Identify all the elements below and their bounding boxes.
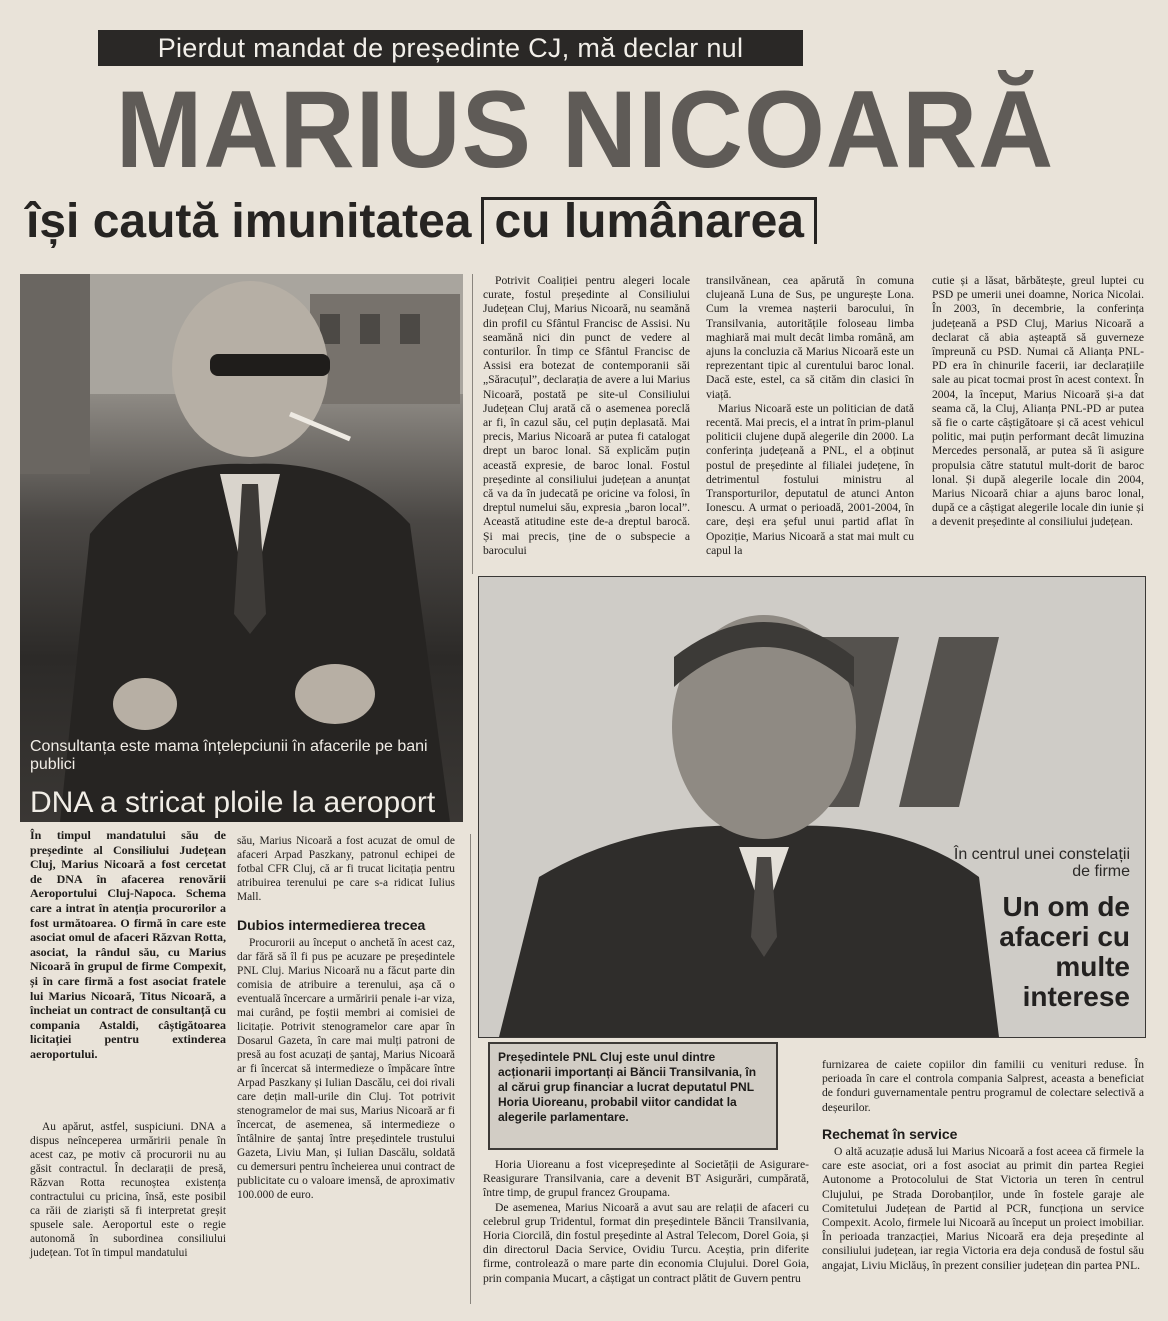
bottom-column-b	[822, 1058, 1144, 1273]
bottom-column-b-p2: O altă acuzație adusă lui Marius Nicoară a fost aceea că firmele la care este asociat, ori a fost asociat au primit din partea Regiei Autonome a Protocolului de Stat Victoria un teren în centrul Clujului, pe Strada Dorobanților, unde în fostele garaje ale Comitetului Județean de Partid al PCR, funcționa un service Compexit. Acolo, firmele lui Nicoară au început un proiect imobiliar. În perioada tranzacției, Marius Nicoară era deja președinte al consiliului județean, iar regia Victoria era deja condusă de fostul său angajat, Liviu Miclăuș, în prezent consilier județean din partea PNL.	[822, 1145, 1144, 1272]
photo-caption: Președintele PNL Cluj este unul dintre acționarii importanți ai Băncii Transilvania, în al cărui grup financiar a lucrat deputatul PNL Horia Uioreanu, probabil viitor candidat la alegerile parlamentare.	[488, 1042, 778, 1150]
left-story-lead: În timpul mandatului său de președinte al Consiliului Județean Cluj, Marius Nicoară a fost cercetat de DNA în afacerea renovării Aeroportului Cluj-Napoca. Schema care a intrat în atenția procurorilor a fost următoarea. O firmă în care este asociat omul de afaceri Răzvan Rotta, asociat, la rândul său, cu Marius Nicoară în grupul de firme Compexit, și în care firmă a fost asociat fratele lui Marius Nicoară, Titus Nicoară, a încheiat un contract de consultanță cu compania Astaldi, câștigătoarea licitației pentru extinderea aeroportului.	[30, 828, 226, 1061]
left-story-body3: Procurorii au început o anchetă în acest caz, dar fără să îl fi pus pe acuzare pe președintele PNL Cluj. Marius Nicoară nu a făcut parte din comisia de atribuire a terenului, așa că o eventuală încercare a urmăririi penale i-ar viza, mai curând, pe foștii membri ai comisiei de licitație. Potrivit stenogramelor care apar în Dosarul Gazeta, în care mai mulți patroni de presă au fost acuzați de șantaj, Marius Nicoară ar fi încercat să intermedieze o împăcare între Arpad Paszkany și Iulian Dascălu, cei doi rivali care dețin mall-urile din Cluj. Tot potrivit stenogramelor de mai sus, Marius Nicoară ar fi încercat, de asemenea, să intermedieze o întâlnire de șantaj între președintele trustului Gazeta, Liviu Man, și Iulian Dascălu, soldată cu demersuri pentru încheierea unui contract de publicitate cu o valoare imensă, de aproximativ 100.000 de euro.	[237, 937, 455, 1201]
left-story-body2: său, Marius Nicoară a fost acuzat de omul de afaceri Arpad Paszkany, patronul echipei de fotbal CFR Cluj, că ar fi trucat licitația pentru atribuirea terenului pe care s-a ridicat Iulius Mall.	[237, 835, 455, 903]
left-story-body-col1	[30, 1120, 226, 1260]
top-column-2-p1: transilvănean, cea apărută în comuna clujeană Luna de Sus, pe ungurește Lona. Cum la vremea nașterii barocului, în Transilvania, autoritățile foloseau limba maghiară mai mult decât limba română, am ajuns la concluzia că Marius Nicoară este un reprezentant tipic al curentului baroc lonal. Dacă este, estel, ca să cităm din clasici în viață.	[706, 274, 914, 401]
bottom-column-a	[483, 1158, 809, 1286]
headline: MARIUS NICOARĂ	[115, 69, 1055, 191]
top-column-1	[483, 274, 690, 558]
left-story-kicker: Consultanța este mama înțelepciunii în afacerile pe bani publici	[30, 738, 428, 773]
left-story-title: DNA a stricat ploile la aeroport	[30, 786, 436, 819]
sidebar-kicker: În centrul unei constelații de firme	[953, 846, 1130, 880]
subheadline	[26, 196, 817, 248]
kicker-banner: Pierdut mandat de președinte CJ, mă declar nul	[98, 30, 803, 66]
left-story-body1: Au apărut, astfel, suspiciuni. DNA a dispus neînceperea urmăririi penale în acest caz, pe motiv că procurorii nu au găsit contractul. În declarații de presă, Răzvan Rotta recunoștea existența contractului cu pricina, însă, este posibil ca răii de ziariști să fi interpretat greșit spusele sale. Aeroportul este o regie autonomă în subordinea consiliului județean. Tot în timpul mandatului	[30, 1121, 226, 1259]
bottom-column-a-p1: Horia Uioreanu a fost vicepreședinte al Societății de Asigurare-Reasigurare Transilvania, care a devenit BT Asigurări, cumpărată, între timp, de grupul francez Groupama.	[483, 1158, 809, 1200]
top-column-3-text: cutie și a lăsat, bărbătește, greul luptei cu PSD pe umerii unei doamne, Norica Nicolai. În 2003, în decembrie, la conferința județeană a PSD Cluj, Marius Nicoară a declarat că abia așteaptă să guverneze împreună cu PSD. Numai că Alianța PNL-PD era în chinurile facerii, iar declarațiile sale au picat tocmai prost în acest context. În 2004, la început, Marius Nicoară și-a dat seama că, la Cluj, Alianța PNL-PD ar putea să fie o carte câștigătoare și că acest vehicul politic, mai puțin performant decât limuzina Mercedes personală, ar putea să îi asigure propulsia către statutul mult-dorit de baroc lonal. Și după alegerile locale din 2004, Marius Nicoară chiar a ajuns baroc lonal, după ce a câștigat alegerile locale din iunie și a devenit președinte al consiliului județean.	[932, 274, 1144, 529]
column-rule	[472, 274, 473, 574]
top-column-1-text: Potrivit Coaliției pentru alegeri locale curate, fostul președinte al Consiliului Județean Cluj, Marius Nicoară, nu seamănă din profil cu Sfântul Francisc de Assisi. Nu seamănă nici din punct de vedere al conturilor. În timp ce Sfântul Francisc de Assisi era botezat de contemporanii săi „Săracuțul”, declarația de avere a lui Marius Nicoară, postată pe site-ul Consiliului Județean Cluj arată că o asemenea poreclă ar fi, în cazul său, cel puțin deplasată. Mai precis, Marius Nicoară ar putea fi catalogat drept un baroc lonal. Să explicăm puțin această expresie, de baroc lonal. Fostul președinte al consiliului județean a anunțat că va da în judecată pe oricine va folosi, în dreptul numelui său, expresia „baron local”. Această atitudine este de-a dreptul barocă. Și mai precis, ține de o subspecie a barocului	[483, 274, 690, 557]
left-story-body-col2	[237, 834, 455, 1202]
top-column-3	[932, 274, 1144, 530]
bottom-column-b-p1: furnizarea de caiete copiilor din familii cu venituri reduse. În perioada în care el controla compania Salprest, aceasta a beneficiat de fonduri guvernamentale pentru programul de colectare selectivă a deșeurilor.	[822, 1058, 1144, 1114]
left-story-subhead: Dubios intermedierea trecea	[237, 917, 426, 933]
top-column-2-p2: Marius Nicoară este un politician de dată recentă. Mai precis, el a intrat în prim-planul politicii clujene după alegerile din 2000. La conferința județeană a PNL, el a obținut postul de președinte al filialei județene, în detrimentul fostului ministru al Transporturilor, deputatul de atunci Anton Ionescu. A urmat o perioadă, 2001-2004, în care, deși era șeful unui partid aflat în Opoziție, Marius Nicoară a stat mai mult cu capul la	[706, 401, 914, 557]
sidebar-title: Un om de afaceri cu multe interese	[999, 891, 1130, 1012]
bottom-column-b-subhead: Rechemat în service	[822, 1125, 958, 1142]
bottom-column-a-p2: De asemenea, Marius Nicoară a avut sau are relații de afaceri cu celebrul grup Tridentul, format din președintele Băncii Transilvania, Horia Ciorcilă, din fostul președinte al Astral Telecom, Dorel Goia, și din directorul Dacia Service, Ovidiu Turcu. Aceștia, prin diferite firme, controlează o mare parte din economia Clujului. Dorel Goia, prin compania Mucart, a câștigat un contract plătit de Guvern pentru	[483, 1200, 809, 1285]
subhead-part2: cu lumânarea	[481, 197, 816, 244]
column-rule	[470, 834, 471, 1304]
subhead-part1: își caută imunitatea	[26, 195, 472, 248]
top-column-2	[706, 274, 914, 558]
